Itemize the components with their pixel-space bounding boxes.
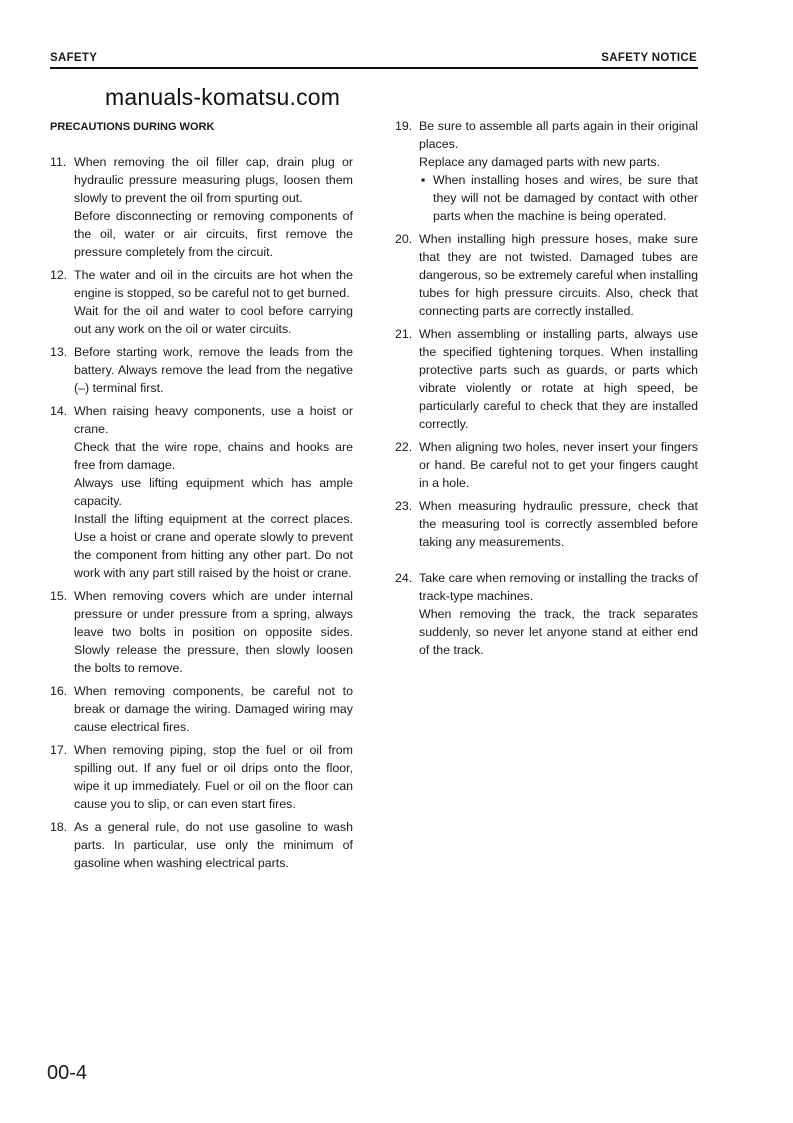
header-section-title: SAFETY: [50, 52, 98, 64]
precaution-item: [50, 818, 353, 872]
precaution-item: [50, 402, 353, 582]
precaution-item: [395, 438, 698, 492]
item-paragraph: Replace any damaged parts with new parts.: [419, 155, 661, 169]
item-number: 18.: [50, 820, 68, 834]
item-paragraph: When removing piping, stop the fuel or oil from spilling out. If any fuel or oil drips onto the floor, wipe it up immediately. Fuel or oil on the floor can cause you to slip, or can even start fires.: [74, 743, 353, 811]
item-number: 12.: [50, 268, 68, 282]
item-paragraph: When removing covers which are under internal pressure or under pressure from a spring, always leave two bolts in position on opposite sides. Slowly release the pressure, then slowly loosen the bolts to remove.: [74, 589, 353, 675]
bullet-point: [419, 171, 698, 225]
precaution-item: [50, 741, 353, 813]
section-heading: PRECAUTIONS DURING WORK: [50, 121, 215, 133]
item-paragraph: When removing the oil filler cap, drain plug or hydraulic pressure measuring plugs, loosen them slowly to prevent the oil from spurting out.: [74, 155, 353, 205]
right-column: [395, 117, 698, 664]
bullet-icon: ▪: [421, 173, 426, 187]
item-paragraph: Install the lifting equipment at the correct places. Use a hoist or crane and operate slowly to prevent the component from hitting any other part. Do not work with any part still raised by the hoist or crane.: [74, 512, 353, 580]
item-paragraph: When measuring hydraulic pressure, check that the measuring tool is correctly assembled before taking any measurements.: [419, 499, 698, 549]
item-number: 11.: [50, 155, 67, 169]
item-paragraph: Take care when removing or installing the tracks of track-type machines.: [419, 571, 698, 603]
precaution-item: [50, 343, 353, 397]
item-number: 13.: [50, 345, 68, 359]
precaution-item: [395, 497, 698, 551]
item-number: 16.: [50, 684, 68, 698]
item-number: 17.: [50, 743, 68, 757]
item-paragraph: When installing high pressure hoses, make sure that they are not twisted. Damaged tubes are dangerous, so be extremely careful when installing tubes for high pressure circuits. Also, check that connecting parts are correctly installed.: [419, 232, 698, 318]
item-number: 24.: [395, 571, 413, 585]
precaution-item: [395, 325, 698, 433]
item-paragraph: Wait for the oil and water to cool before carrying out any work on the oil or water circuits.: [74, 304, 353, 336]
item-paragraph: As a general rule, do not use gasoline to wash parts. In particular, use only the minimum of gasoline when washing electrical parts.: [74, 820, 353, 870]
bullet-text: When installing hoses and wires, be sure that they will not be damaged by contact with other parts when the machine is being operated.: [433, 173, 698, 223]
item-number: 15.: [50, 589, 68, 603]
item-number: 20.: [395, 232, 413, 246]
watermark: manuals-komatsu.com: [105, 84, 341, 110]
item-paragraph: The water and oil in the circuits are hot when the engine is stopped, so be careful not to get burned.: [74, 268, 353, 300]
item-paragraph: When raising heavy components, use a hoist or crane.: [74, 404, 353, 436]
item-paragraph: When removing the track, the track separates suddenly, so never let anyone stand at either end of the track.: [419, 607, 698, 657]
header-rule: [50, 67, 698, 69]
left-column: [50, 153, 353, 877]
precaution-item: [50, 153, 353, 261]
item-paragraph: When assembling or installing parts, always use the specified tightening torques. When installing protective parts such as guards, or parts which vibrate violently or rotate at high speed, be particularly careful to check that they are installed correctly.: [419, 327, 698, 431]
precaution-item: [50, 587, 353, 677]
item-paragraph: Before disconnecting or removing components of the oil, water or air circuits, first remove the pressure completely from the circuit.: [74, 209, 353, 259]
precaution-item: [50, 682, 353, 736]
item-number: 19.: [395, 119, 413, 133]
header-chapter-title: SAFETY NOTICE: [601, 52, 697, 64]
item-paragraph: Be sure to assemble all parts again in their original places.: [419, 119, 698, 151]
item-paragraph: Before starting work, remove the leads from the battery. Always remove the lead from the negative (–) terminal first.: [74, 345, 353, 395]
item-number: 23.: [395, 499, 413, 513]
page-number: 00-4: [47, 1062, 88, 1084]
item-number: 22.: [395, 440, 413, 454]
item-paragraph: When removing components, be careful not to break or damage the wiring. Damaged wiring may cause electrical fires.: [74, 684, 353, 734]
precaution-item: [395, 117, 698, 225]
item-number: 14.: [50, 404, 68, 418]
precaution-item: [395, 230, 698, 320]
item-number: 21.: [395, 327, 413, 341]
item-paragraph: Check that the wire rope, chains and hooks are free from damage.: [74, 440, 353, 472]
item-paragraph: Always use lifting equipment which has ample capacity.: [74, 476, 353, 508]
precaution-item: [50, 266, 353, 338]
item-paragraph: When aligning two holes, never insert your fingers or hand. Be careful not to get your fingers caught in a hole.: [419, 440, 698, 490]
precaution-item: [395, 569, 698, 659]
